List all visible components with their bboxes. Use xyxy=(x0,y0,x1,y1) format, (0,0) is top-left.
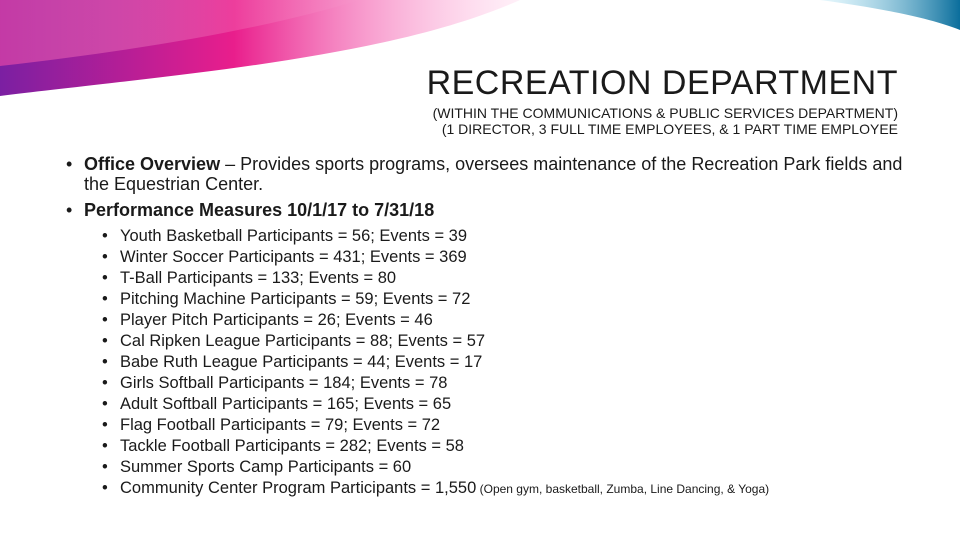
right-swoosh-shape xyxy=(820,0,960,30)
list-item: • Cal Ripken League Participants = 88; Events = 57 xyxy=(100,331,920,352)
office-overview-bullet xyxy=(60,154,920,194)
list-item: • Pitching Machine Participants = 59; Events = 72 xyxy=(100,289,920,310)
performance-measures-list xyxy=(60,226,920,500)
list-item: • T-Ball Participants = 133; Events = 80 xyxy=(100,268,920,289)
list-item-text: Community Center Program Participants = 1,550 xyxy=(120,479,477,497)
subtitle-line-1: (WITHIN THE COMMUNICATIONS & PUBLIC SERVICES DEPARTMENT) xyxy=(432,105,898,121)
list-item xyxy=(100,478,920,500)
list-item: • Player Pitch Participants = 26; Events = 46 xyxy=(100,310,920,331)
performance-measures-label: Performance Measures 10/1/17 to 7/31/18 xyxy=(84,200,435,220)
list-item-note: (Open gym, basketball, Zumba, Line Dancing, & Yoga) xyxy=(476,482,770,496)
list-item: • Summer Sports Camp Participants = 60 xyxy=(100,457,920,478)
list-item: • Youth Basketball Participants = 56; Events = 39 xyxy=(100,226,920,247)
list-item: • Adult Softball Participants = 165; Events = 65 xyxy=(100,394,920,415)
list-item: • Babe Ruth League Participants = 44; Events = 17 xyxy=(100,352,920,373)
performance-measures-bullet xyxy=(60,200,920,220)
page-subtitle xyxy=(433,105,898,137)
list-item: • Girls Softball Participants = 184; Events = 78 xyxy=(100,373,920,394)
subtitle-line-2: (1 DIRECTOR, 3 FULL TIME EMPLOYEES, & 1 PART TIME EMPLOYEE xyxy=(441,121,898,137)
slide-content xyxy=(60,154,920,500)
office-overview-label: Office Overview xyxy=(84,154,221,174)
list-item: • Flag Football Participants = 79; Events = 72 xyxy=(100,415,920,436)
list-item: • Winter Soccer Participants = 431; Events = 369 xyxy=(100,247,920,268)
page-title: RECREATION DEPARTMENT xyxy=(426,64,898,102)
list-item: • Tackle Football Participants = 282; Events = 58 xyxy=(100,436,920,457)
office-overview-text: – Provides sports programs, oversees maintenance of the Recreation Park fields and the Equestrian Center. xyxy=(84,154,903,194)
